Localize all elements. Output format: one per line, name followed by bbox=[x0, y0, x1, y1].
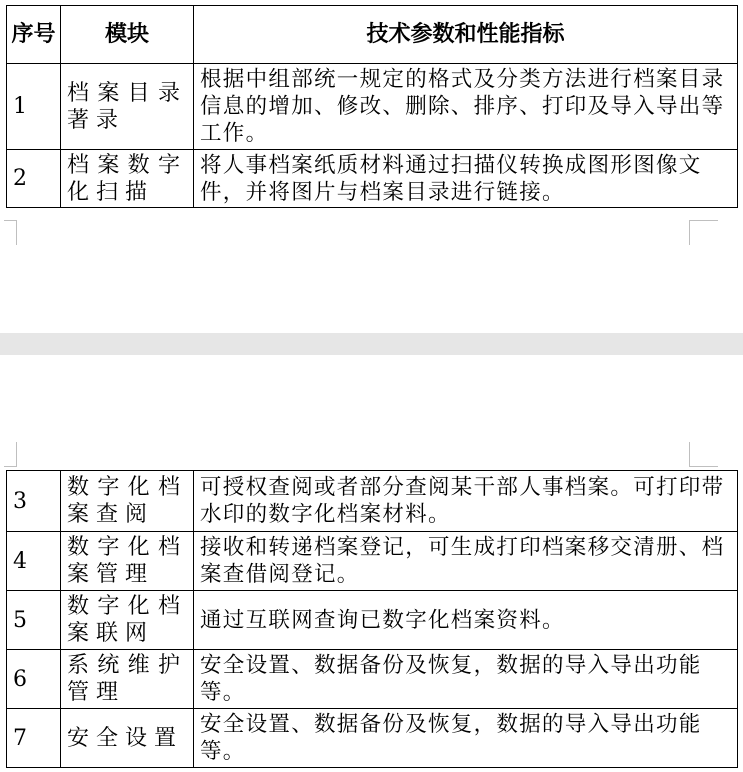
page-break-gap bbox=[0, 333, 743, 355]
header-spec: 技术参数和性能指标 bbox=[194, 6, 738, 64]
page-corner-mark bbox=[689, 220, 718, 245]
row-module: 系统维护管理 bbox=[61, 650, 194, 709]
row-module: 数字化档案查阅 bbox=[61, 471, 194, 532]
table-row bbox=[7, 64, 738, 150]
row-spec: 根据中组部统一规定的格式及分类方法进行档案目录信息的增加、修改、删除、排序、打印及导入导出等工作。 bbox=[194, 64, 738, 150]
row-module: 数字化档案管理 bbox=[61, 532, 194, 591]
page-corner-mark bbox=[4, 220, 17, 245]
header-module: 模块 bbox=[61, 6, 194, 64]
row-index: 6 bbox=[7, 650, 61, 709]
row-spec: 接收和转递档案登记，可生成打印档案移交清册、档案查借阅登记。 bbox=[194, 532, 738, 591]
row-index: 7 bbox=[7, 709, 61, 768]
table-row bbox=[7, 471, 738, 532]
row-module: 档案目录著录 bbox=[61, 64, 194, 150]
row-module: 档案数字化扫描 bbox=[61, 150, 194, 208]
row-index: 2 bbox=[7, 150, 61, 208]
page-corner-mark bbox=[689, 442, 718, 467]
row-index: 4 bbox=[7, 532, 61, 591]
table-row bbox=[7, 591, 738, 650]
row-module: 安全设置 bbox=[61, 709, 194, 768]
table-row bbox=[7, 532, 738, 591]
spec-table-page-2 bbox=[6, 470, 738, 768]
spec-table-page-1 bbox=[6, 5, 738, 208]
row-spec: 通过互联网查询已数字化档案资料。 bbox=[194, 591, 738, 650]
page-corner-mark bbox=[4, 442, 17, 467]
header-index: 序号 bbox=[7, 6, 61, 64]
table-header-row bbox=[7, 6, 738, 64]
row-spec: 可授权查阅或者部分查阅某干部人事档案。可打印带水印的数字化档案材料。 bbox=[194, 471, 738, 532]
row-spec: 安全设置、数据备份及恢复，数据的导入导出功能等。 bbox=[194, 709, 738, 768]
row-spec: 安全设置、数据备份及恢复，数据的导入导出功能等。 bbox=[194, 650, 738, 709]
row-module: 数字化档案联网 bbox=[61, 591, 194, 650]
table-row bbox=[7, 709, 738, 768]
row-spec: 将人事档案纸质材料通过扫描仪转换成图形图像文件，并将图片与档案目录进行链接。 bbox=[194, 150, 738, 208]
table-row bbox=[7, 150, 738, 208]
row-index: 1 bbox=[7, 64, 61, 150]
table-row bbox=[7, 650, 738, 709]
row-index: 3 bbox=[7, 471, 61, 532]
row-index: 5 bbox=[7, 591, 61, 650]
